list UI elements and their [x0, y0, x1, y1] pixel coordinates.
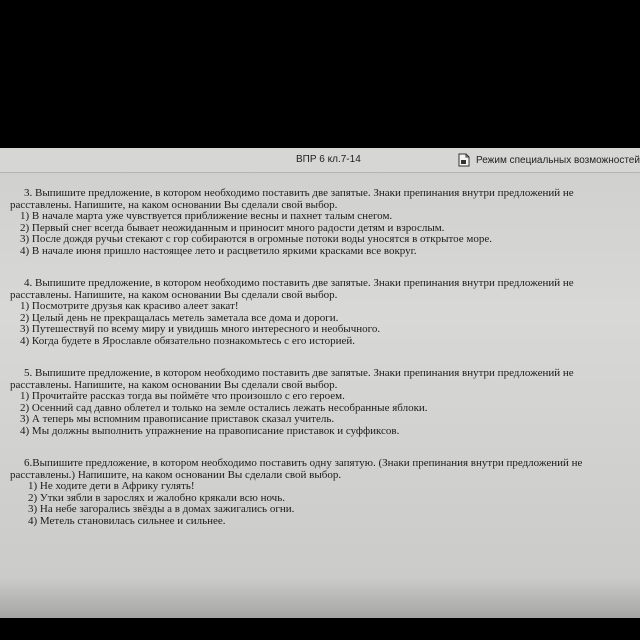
screen-shadow: [0, 578, 640, 618]
document-page: [10, 188, 635, 548]
task-option: 2) Целый день не прекращалась метель заметала все дома и дороги.: [20, 311, 339, 324]
task-option: 2) Осенний сад давно облетел и только на земле остались лежать несобранные яблоки.: [20, 401, 428, 414]
document-viewer: [0, 148, 640, 618]
task-6: [10, 458, 635, 527]
accessibility-mode-label: Режим специальных возможностей: [476, 154, 640, 166]
task-prompt: 5. Выпишите предложение, в котором необходимо поставить две запятые. Знаки препинания внутри предложений не расставлены. Напишите, на каком основании Вы сделали свой выбор.: [10, 367, 574, 391]
task-option: 4) Когда будете в Ярославле обязательно познакомьтесь с его историей.: [20, 334, 356, 347]
task-option: 3) После дождя ручьи стекают с гор собираются в огромные потоки воды уносятся в открытое море.: [20, 233, 492, 245]
task-option: 3) А теперь мы вспомним правописание приставок сказал учитель.: [20, 413, 335, 425]
task-3: [10, 188, 635, 257]
task-4: [10, 278, 635, 347]
task-option: 1) В начале марта уже чувствуется приближение весны и пахнет талым снегом.: [20, 210, 393, 222]
task-option: 4) В начале июня пришло настоящее лето и расцветило яркими красками все вокруг.: [20, 244, 417, 257]
task-option: 3) Путешествуй по всему миру и увидишь много интересного и необычного.: [20, 323, 381, 335]
task-options: [10, 481, 635, 527]
task-prompt: 4. Выпишите предложение, в котором необходимо поставить две запятые. Знаки препинания внутри предложений не расставлены. Напишите, на каком основании Вы сделали свой выбор.: [10, 277, 574, 301]
task-option: 3) На небе загорались звёзды а в домах зажигались огни.: [28, 503, 295, 515]
accessibility-mode-button[interactable]: [458, 151, 640, 169]
task-prompt: 3. Выпишите предложение, в котором необходимо поставить две запятые. Знаки препинания внутри предложений не расставлены. Напишите, на каком основании Вы сделали свой выбор.: [10, 187, 574, 211]
task-option: 1) Не ходите дети в Африку гулять!: [28, 480, 195, 492]
task-option: 2) Утки зябли в зарослях и жалобно крякали всю ночь.: [28, 491, 285, 504]
viewer-toolbar: [0, 148, 640, 173]
task-5: [10, 368, 635, 437]
task-prompt: 6.Выпишите предложение, в котором необходимо поставить одну запятую. (Знаки препинания внутри предложений не расставлены.) Напишите, на каком основании Вы сделали свой выбор.: [10, 457, 583, 481]
document-icon: [458, 153, 470, 167]
task-option: 1) Прочитайте рассказ тогда вы поймёте что произошло с его героем.: [20, 390, 345, 402]
task-options: [10, 211, 635, 257]
task-option: 4) Метель становилась сильнее и сильнее.: [28, 514, 226, 527]
task-options: [10, 391, 635, 437]
document-title: ВПР 6 кл.7-14: [296, 154, 361, 165]
task-option: 4) Мы должны выполнить упражнение на правописание приставок и суффиксов.: [20, 424, 400, 437]
task-option: 1) Посмотрите друзья как красиво алеет закат!: [20, 300, 239, 312]
task-option: 2) Первый снег всегда бывает неожиданным и приносит много радости детям и взрослым.: [20, 221, 445, 234]
task-options: [10, 301, 635, 347]
